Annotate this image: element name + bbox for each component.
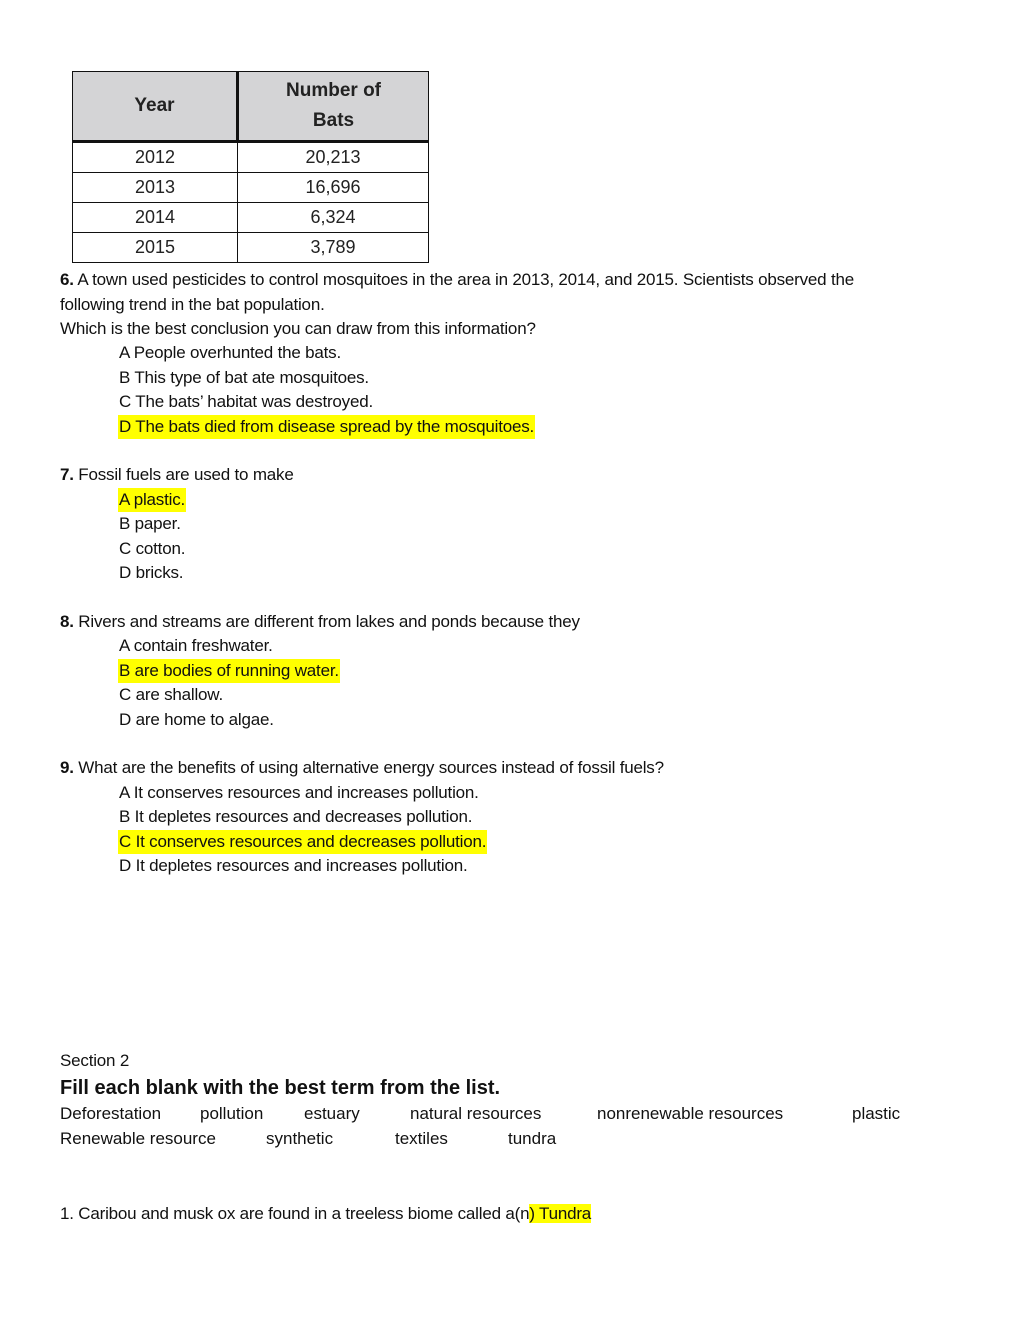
term: nonrenewable resources xyxy=(597,1104,784,1123)
term: estuary xyxy=(304,1104,360,1123)
table-row xyxy=(73,173,429,203)
table-row xyxy=(73,142,429,173)
term: textiles xyxy=(395,1129,448,1148)
question-text: What are the benefits of using alternative energy sources instead of fossil fuels? xyxy=(73,758,664,777)
term: pollution xyxy=(200,1104,264,1123)
cell-bats: 16,696 xyxy=(238,173,429,203)
option-b: B It depletes resources and decreases pollution. xyxy=(119,807,473,826)
option-d-highlighted: D The bats died from disease spread by the mosquitoes. xyxy=(118,415,535,439)
option-a-highlighted: A plastic. xyxy=(118,488,186,512)
term: natural resources xyxy=(410,1104,542,1123)
section-label: Section 2 xyxy=(60,1051,130,1070)
question-number: 8. xyxy=(60,612,74,631)
option-d: D are home to algae. xyxy=(119,710,274,729)
table-row xyxy=(73,203,429,233)
cell-bats: 20,213 xyxy=(238,142,429,173)
option-a: A contain freshwater. xyxy=(119,636,273,655)
section-instruction: Fill each blank with the best term from the list. xyxy=(60,1077,501,1099)
option-c: C are shallow. xyxy=(119,685,223,704)
question-text: A town used pesticides to control mosquitoes in the area in 2013, 2014, and 2015. Scientists observed the xyxy=(73,270,854,289)
option-c: C The bats’ habitat was destroyed. xyxy=(119,392,374,411)
fill-in-answer-highlighted: ) Tundra xyxy=(529,1204,592,1223)
cell-bats: 3,789 xyxy=(238,233,429,263)
question-number: 7. xyxy=(60,465,74,484)
header-year: Year xyxy=(73,72,238,142)
option-c-highlighted: C It conserves resources and decreases pollution. xyxy=(118,830,487,854)
question-6-line3: Which is the best conclusion you can draw from this information? xyxy=(60,319,536,338)
header-bats-line2: Bats xyxy=(312,110,355,131)
option-b: B paper. xyxy=(119,514,181,533)
question-6-line2: following trend in the bat population. xyxy=(60,295,325,314)
term: Deforestation xyxy=(60,1104,162,1123)
cell-bats: 6,324 xyxy=(238,203,429,233)
question-text: Rivers and streams are different from lakes and ponds because they xyxy=(73,612,580,631)
cell-year: 2012 xyxy=(73,142,238,173)
option-a: A People overhunted the bats. xyxy=(119,343,341,362)
fill-in-prefix: 1. Caribou and musk ox are found in a treeless biome called a(n xyxy=(60,1204,530,1223)
term: tundra xyxy=(508,1129,557,1148)
term: Renewable resource xyxy=(60,1129,216,1148)
option-a: A It conserves resources and increases pollution. xyxy=(119,783,479,802)
question-7-line1 xyxy=(60,463,294,487)
question-number: 6. xyxy=(60,270,74,289)
fill-in-question-1 xyxy=(60,1202,591,1226)
option-d: D It depletes resources and increases pollution. xyxy=(119,856,468,875)
cell-year: 2014 xyxy=(73,203,238,233)
term: synthetic xyxy=(266,1129,334,1148)
table-header-row xyxy=(73,72,429,142)
bat-population-table xyxy=(72,71,429,263)
question-9-line1 xyxy=(60,756,664,780)
option-c: C cotton. xyxy=(119,539,186,558)
question-8-line1 xyxy=(60,610,580,634)
question-text: Fossil fuels are used to make xyxy=(73,465,294,484)
header-bats-line1: Number of xyxy=(286,80,381,101)
cell-year: 2015 xyxy=(73,233,238,263)
cell-year: 2013 xyxy=(73,173,238,203)
table-row xyxy=(73,233,429,263)
option-d: D bricks. xyxy=(119,563,184,582)
header-number-of-bats xyxy=(238,72,429,142)
option-b-highlighted: B are bodies of running water. xyxy=(118,659,340,683)
question-number: 9. xyxy=(60,758,74,777)
option-b: B This type of bat ate mosquitoes. xyxy=(119,368,369,387)
question-6-line1 xyxy=(60,268,854,292)
term: plastic xyxy=(852,1104,901,1123)
